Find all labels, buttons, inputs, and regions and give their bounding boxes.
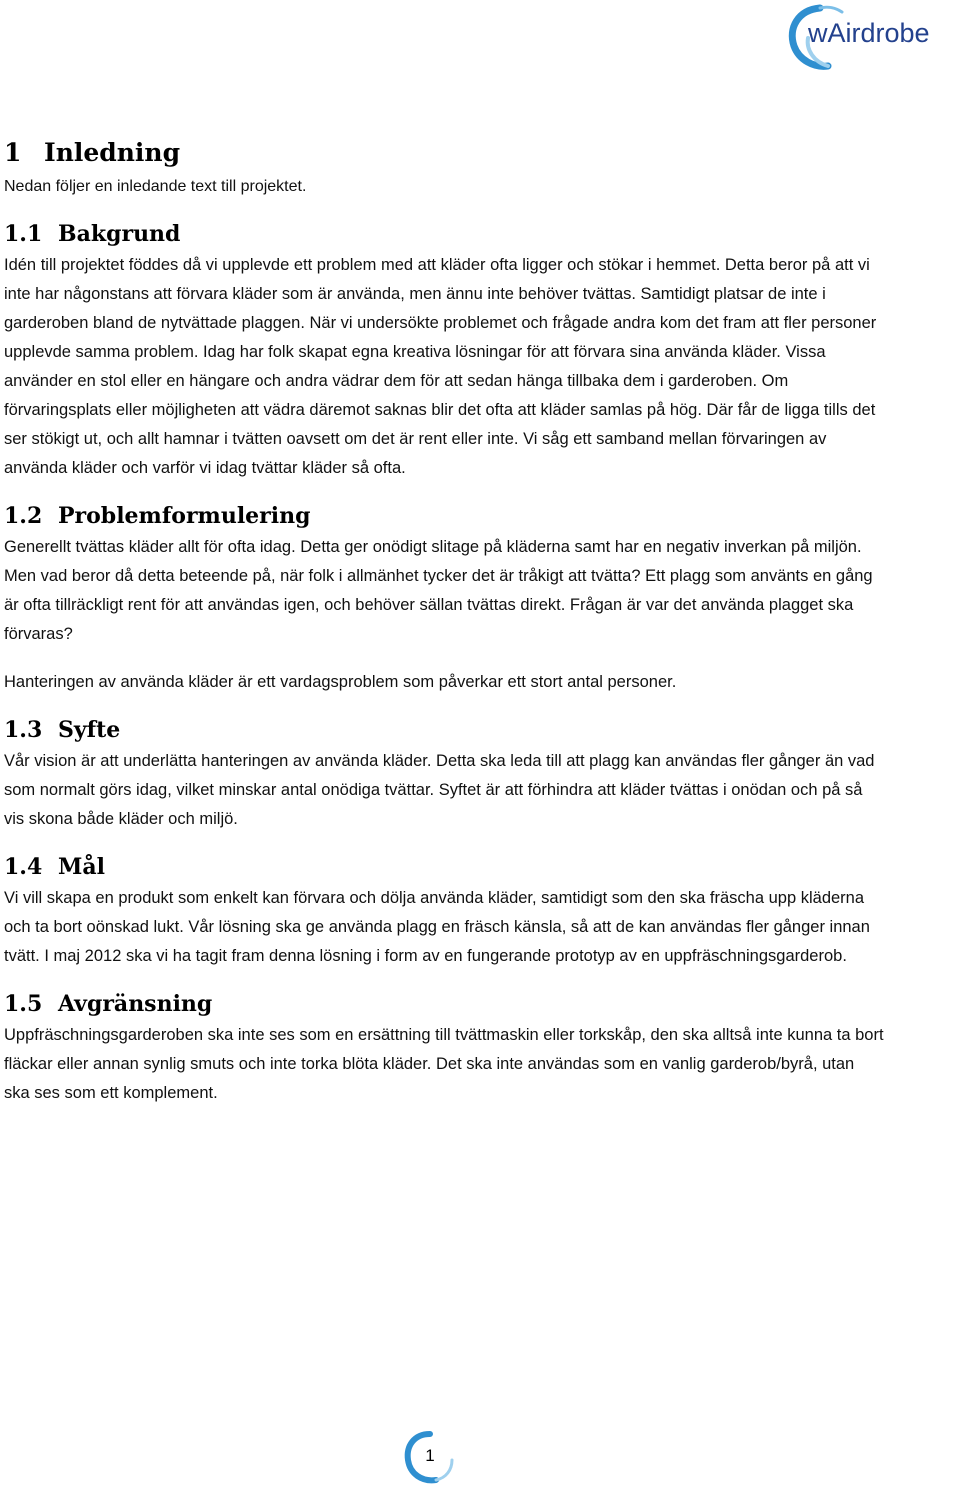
heading-number: 1.3 bbox=[4, 717, 43, 743]
page-number-badge bbox=[400, 1428, 460, 1488]
section-inledning bbox=[4, 136, 884, 201]
paragraph: Vår vision är att underlätta hanteringen av använda kläder. Detta ska leda till att plagg kan användas fler gånger än vad som normalt görs idag, vilket minskar antal onödiga tvättar. Syftet är att förhindra att kläder tvättas i onödan och på så vis skona både kläder och miljö. bbox=[4, 752, 875, 828]
document-body bbox=[4, 136, 884, 1108]
heading-mal bbox=[4, 852, 884, 882]
heading-number: 1.5 bbox=[4, 991, 43, 1017]
heading-title: Mål bbox=[58, 854, 105, 880]
section-mal bbox=[4, 852, 884, 971]
heading-number: 1 bbox=[4, 138, 22, 167]
heading-problemformulering bbox=[4, 501, 884, 531]
section-avgransning bbox=[4, 989, 884, 1108]
paragraph: Vi vill skapa en produkt som enkelt kan förvara och dölja använda kläder, samtidigt som den ska fräscha upp kläderna och ta bort oönskad lukt. Vår lösning ska ge använda plagg en fräsch känsla, så att de kan användas fler gånger innan tvätt. I maj 2012 ska vi ha tagit fram denna lösning i form av en fungerande prototyp av en uppfräschningsgarderob. bbox=[4, 889, 870, 965]
wairdrobe-logo bbox=[784, 2, 954, 74]
paragraph: Hanteringen av använda kläder är ett vardagsproblem som påverkar ett stort antal personer. bbox=[4, 673, 677, 691]
page-number: 1 bbox=[425, 1446, 435, 1465]
logo-text: wAirdrobe bbox=[808, 18, 930, 48]
paragraph: Nedan följer en inledande text till projektet. bbox=[4, 178, 307, 195]
section-bakgrund bbox=[4, 219, 884, 483]
section-syfte bbox=[4, 715, 884, 834]
heading-inledning bbox=[4, 136, 884, 170]
heading-syfte bbox=[4, 715, 884, 745]
heading-title: Bakgrund bbox=[58, 221, 181, 247]
section-problemformulering bbox=[4, 501, 884, 697]
paragraph: Uppfräschningsgarderoben ska inte ses som en ersättning till tvättmaskin eller torkskåp, den ska alltså inte kunna ta bort fläckar eller annan synlig smuts och inte torka blöta kläder. Det ska inte användas som en vanlig garderob/byrå, utan ska ses som ett komplement. bbox=[4, 1026, 884, 1102]
heading-title: Avgränsning bbox=[58, 991, 213, 1017]
heading-number: 1.2 bbox=[4, 503, 43, 529]
paragraph: Generellt tvättas kläder allt för ofta idag. Detta ger onödigt slitage på kläderna samt har en negativ inverkan på miljön. Men vad beror då detta beteende på, när folk i allmänhet tycker det är tråkigt att tvätta? Ett plagg som använts en gång är ofta tillräckligt rent för att användas igen, och behöver sällan tvättas direkt. Frågan är var det använda plagget ska förvaras? bbox=[4, 538, 873, 643]
heading-title: Problemformulering bbox=[58, 503, 311, 529]
heading-title: Inledning bbox=[44, 138, 181, 167]
heading-avgransning bbox=[4, 989, 884, 1019]
heading-bakgrund bbox=[4, 219, 884, 249]
paragraph: Idén till projektet föddes då vi upplevde ett problem med att kläder ofta ligger och stökar i hemmet. Detta beror på att vi inte har någonstans att förvara kläder som är använda, men ännu inte behöver tvättas. Samtidigt platsar de inte i garderoben bland de nytvättade plaggen. När vi undersökte problemet och frågade andra kom det fram att fler personer upplevde samma problem. Idag har folk skapat egna kreativa lösningar för att förvara sina använda kläder. Vissa använder en stol eller en hängare och andra vädrar dem för att sedan hänga tillbaka dem i garderoben. Om förvaringsplats eller möjligheten att vädra däremot saknas blir det ofta att kläder samlas på hög. Där får de ligga tills det ser stökigt ut, och allt hamnar i tvätten oavsett om det är rent eller inte. Vi såg ett samband mellan förvaringen av använda kläder och varför vi idag tvättar kläder så ofta. bbox=[4, 256, 877, 477]
heading-title: Syfte bbox=[58, 717, 121, 743]
heading-number: 1.1 bbox=[4, 221, 43, 247]
heading-number: 1.4 bbox=[4, 854, 43, 880]
